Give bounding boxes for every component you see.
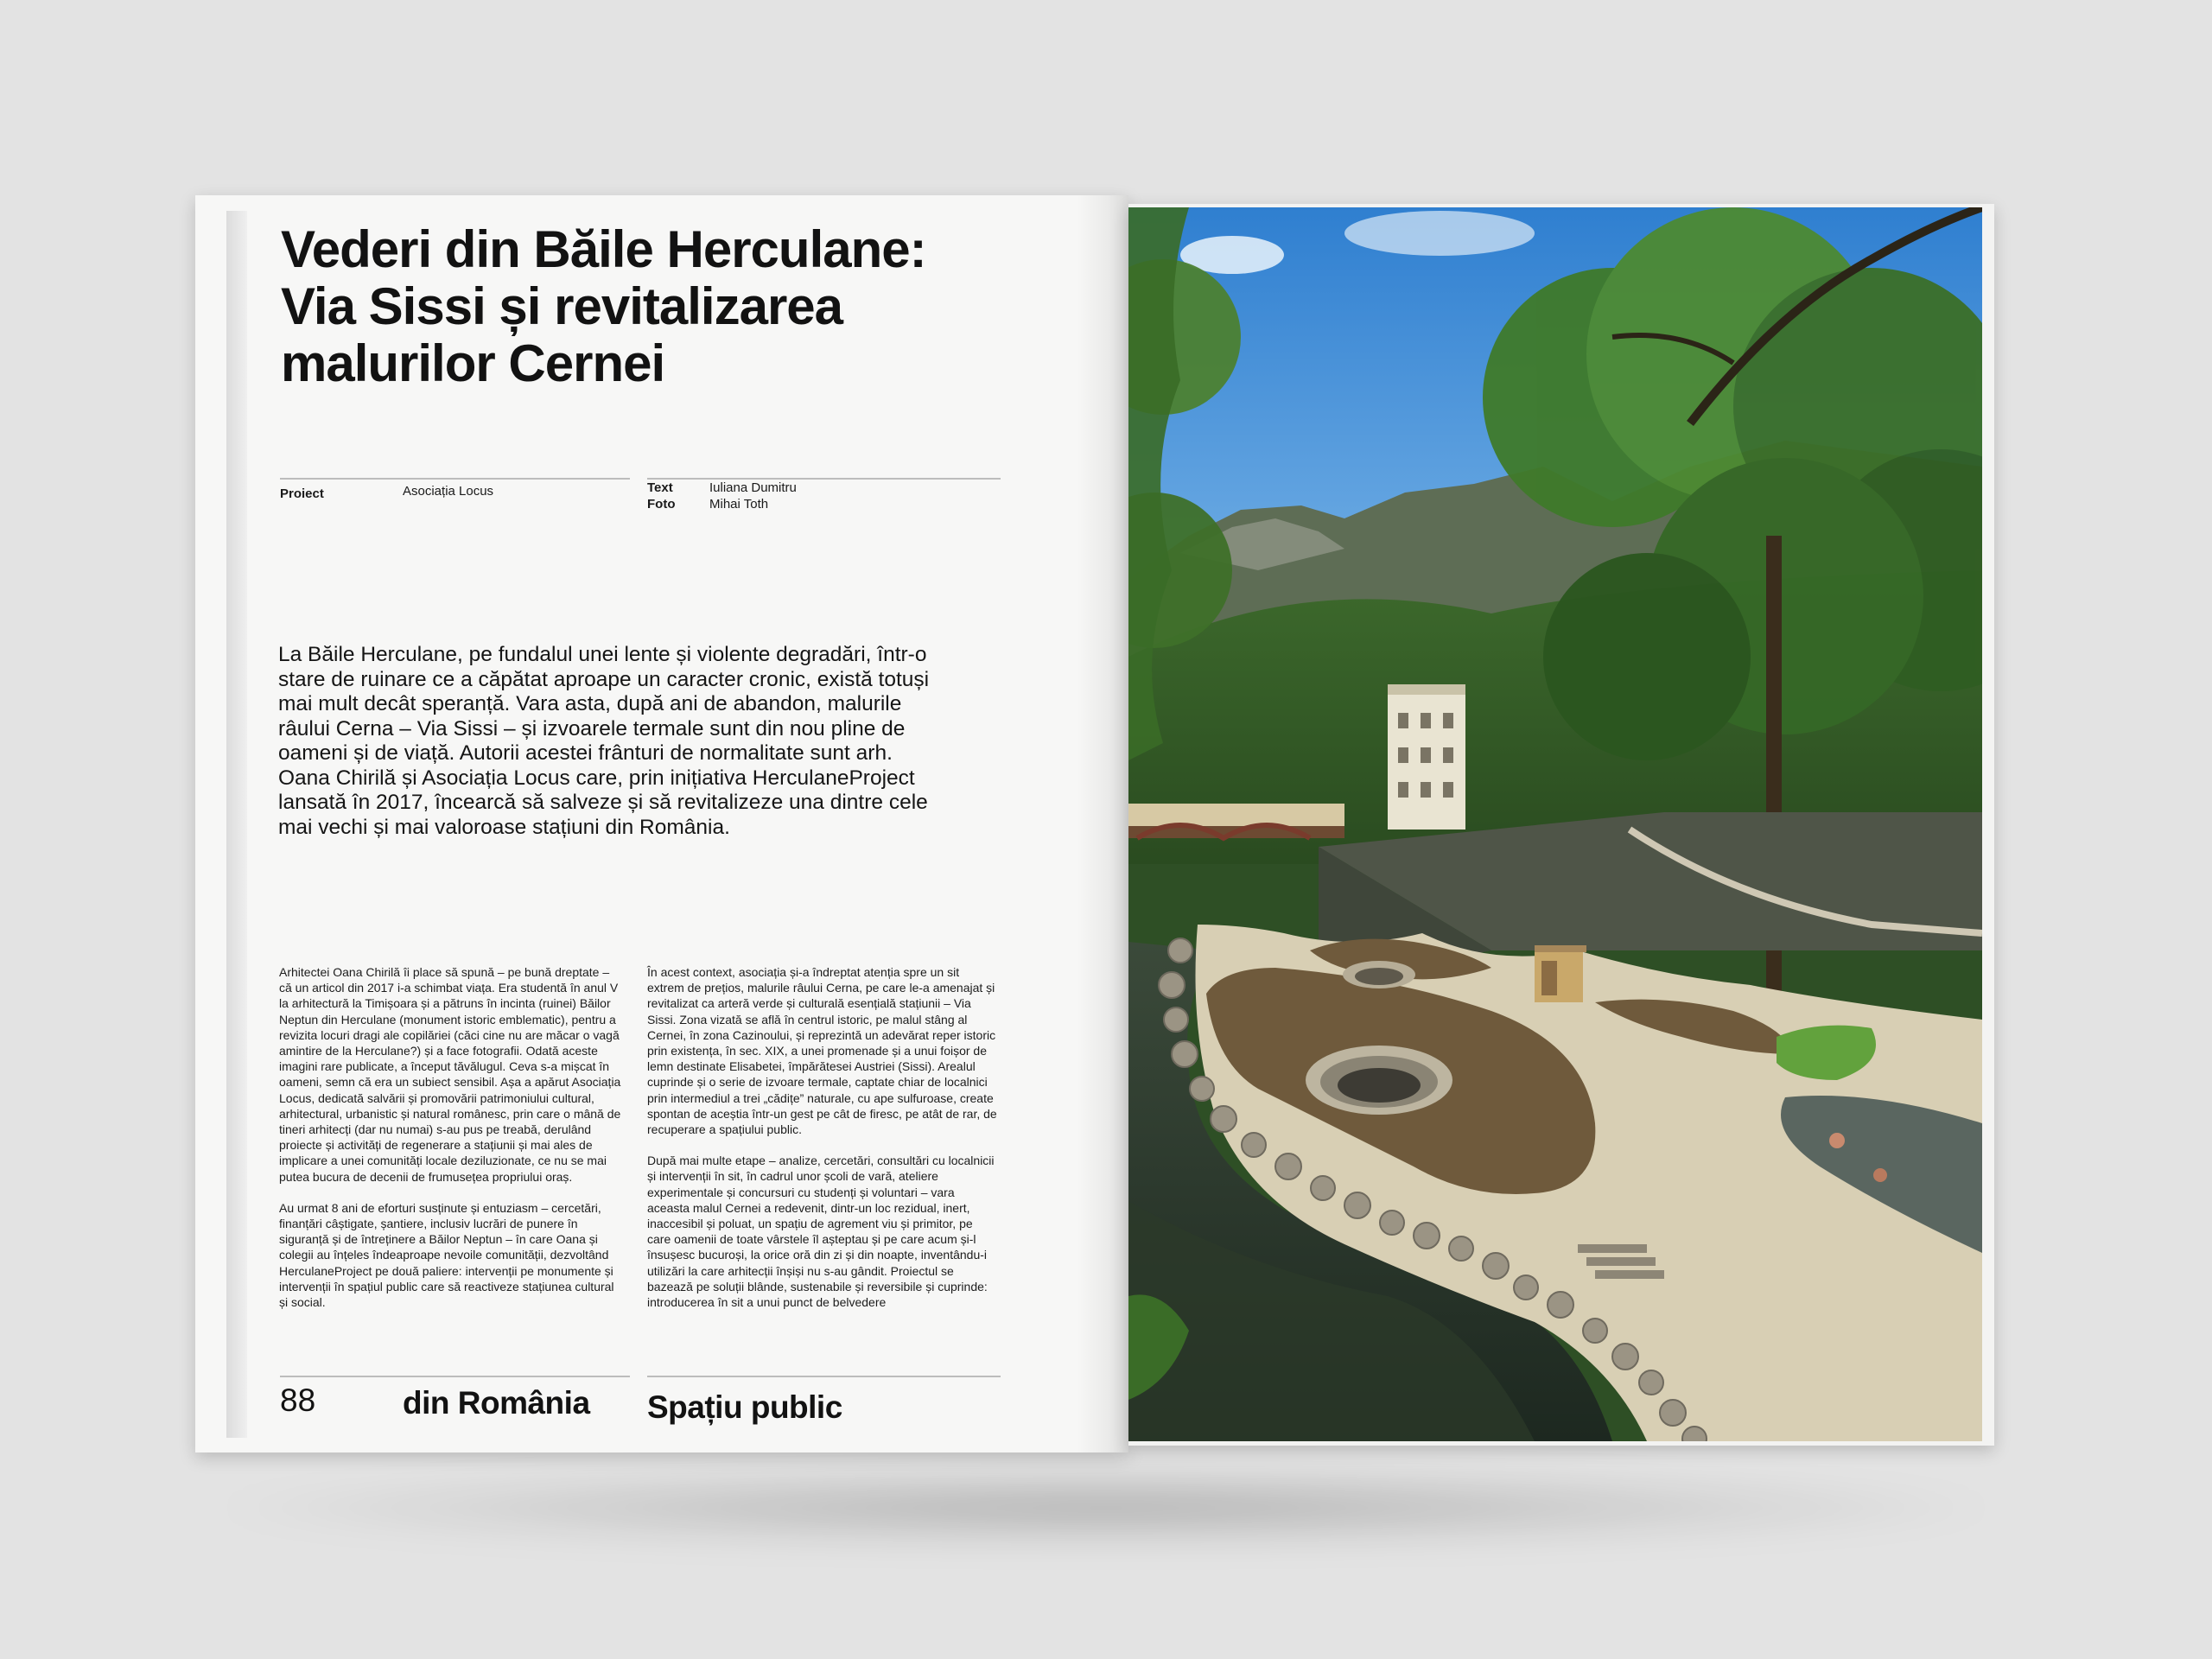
photo-author: Mihai Toth — [709, 497, 769, 512]
magazine-shadow — [216, 1469, 1996, 1547]
footer-rule-right — [647, 1376, 1001, 1377]
project-value: Asociația Locus — [403, 484, 494, 499]
page-number: 88 — [280, 1382, 316, 1418]
article-title: Vederi din Băile Herculane: Via Sissi și revitalizarea malurilor Cernei — [281, 220, 926, 392]
section-name: din România — [403, 1385, 590, 1421]
category-name: Spațiu public — [647, 1389, 842, 1425]
riverbank-photo-illustration — [1128, 207, 1982, 1441]
credits-rule-right — [647, 478, 1001, 480]
project-label: Proiect — [280, 486, 324, 501]
page-stack-edge — [226, 211, 247, 1438]
body-paragraph: Au urmat 8 ani de eforturi susținute și entuziasm – cercetări, finanțări câștigate, șantiere, inclusiv lucrări de punere în siguranță și de întreținere a Băilor Neptun – în care Oana și colegii au înțeles îndeaproape nevoile comunității, dezvoltând HerculaneProject pe două paliere: intervenții pe monumente și intervenții în spațiul public care să reactiveze stațiunea cultural și social. — [279, 1200, 614, 1310]
photo-label: Foto — [647, 497, 676, 512]
credits-rule-left — [280, 478, 630, 480]
article-photo — [1128, 207, 1982, 1441]
footer-rule-left — [280, 1376, 630, 1377]
body-paragraph: În acest context, asociația și-a îndreptat atenția spre un sit extrem de prețios, malurile râului Cerna, pe care le-a amenajat și revitalizat ca arteră verde și culturală esențială stațiunii – Via Sissi. Zona vizată se află în centrul istoric, pe malul stâng al Cernei, în zona Cazinoului, și reprezintă un adevărat reper istoric prin existența, în sec. XIX, a unei promenade și a unui foișor de lemn destinate Elisabetei, împărătesei Austriei (Sissi). Arealul cuprinde și o serie de izvoare termale, captate chiar de localnici prin intermediul a trei „cădițe” naturale, cu ape sulfuroase, create spontan de aceștia într-un gest pe cât de firesc, pe atât de rar, de recuperare a spațiului public. — [647, 965, 997, 1137]
text-author: Iuliana Dumitru — [709, 480, 797, 495]
body-column-2 — [647, 964, 998, 1325]
spine-gutter-shadow — [1077, 195, 1128, 1452]
article-lede: La Băile Herculane, pe fundalul unei lente și violente degradări, într-o stare de ruinare ce a căpătat aproape un caracter cronic, există totuși mai mult decât speranță. Vara asta, după ani de abandon, malurile râului Cerna – Via Sissi – și izvoarele termale sunt din nou pline de oameni și de viață. Autorii acestei frânturi de normalitate sunt arh. Oana Chirilă și Asociația Locus care, prin inițiativa HerculaneProject lansată în 2017, încearcă să salveze și să revitalizeze una dintre cele mai vechi și mai valoroase stațiuni din România. — [278, 643, 930, 839]
body-column-1 — [279, 964, 623, 1325]
text-label: Text — [647, 480, 673, 495]
body-paragraph: După mai multe etape – analize, cercetări, consultări cu localnicii și intervenții în sit, în cadrul unor școli de vară, ateliere experimentale și concursuri cu studenți și voluntari – vara aceasta malul Cernei a redevenit, dintr-un loc rezidual, inert, inaccesibil și poluat, un spațiu de agrement viu și primitor, pe care oamenii de toate vârstele îl așteptau și pe care acum și-l însușesc bucuroși, la orice oră din zi și din noapte, inventându-i utilizări la care arhitecții înșiși nu s-au gândit. Proiectul se bazează pe soluții blânde, sustenabile și reversibile și cuprinde: introducerea în sit a unui punct de belvedere — [647, 1154, 995, 1310]
body-paragraph: Arhitectei Oana Chirilă îi place să spună – pe bună dreptate – că un articol din 2017 i-a schimbat viața. Era studentă în anul V la arhitectură la Timișoara și a pătruns în incinta (ruinei) Băilor Neptun din Herculane (monument istoric emblematic), pentru a revizita locuri dragi ale copilăriei (căci cine nu are măcar o vagă amintire de la Herculane?) și a face fotografii. Odată aceste imagini rare publicate, a început tăvălugul. Ceva s-a mișcat în oameni, semn că era un subiect sensibil. Așa a apărut Asociația Locus, dedicată salvării și promovării patrimoniului cultural, arhitectural, urbanistic și natural românesc, prin care o mână de tineri arhitecți (dar nu numai) s-au pus pe treabă, derulând proiecte și activități de regenerare a stațiunii și mai ales de implicare a unei comunități locale deziluzionate, ce nu se mai putea bucura de decenii de frumusețea propriului oraș. — [279, 965, 621, 1184]
